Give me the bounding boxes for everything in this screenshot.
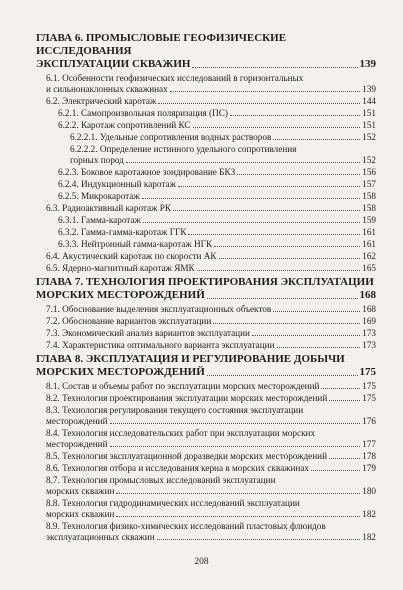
toc-page-number: 180 (362, 486, 376, 496)
toc-entry (46, 451, 376, 462)
dot-leader (311, 470, 360, 471)
toc-page-number: 157 (362, 179, 376, 189)
toc-page-number: 159 (362, 215, 376, 225)
toc-entry-title: 8.6. Технология отбора и исследования керна в морских скважинах (46, 463, 310, 473)
dot-leader (170, 91, 361, 92)
toc-entry-title: 6.3.3. Нейтронный гамма-каротаж НГК (58, 239, 213, 249)
toc-entry-title: 7.3. Экономический анализ вариантов эксплуатации (46, 328, 250, 338)
toc-entry (70, 144, 376, 166)
toc-page-number: 179 (362, 463, 376, 473)
toc-entry-title: 6.2.5. Микрокаротаж (58, 191, 140, 201)
toc-page-number: 175 (362, 393, 376, 403)
toc-entry-title: МОРСКИХ МЕСТОРОЖДЕНИЙ (36, 289, 205, 301)
toc-entry-title: 8.4. Технология исследовательских работ при эксплуатации морских (46, 428, 316, 438)
dot-leader (193, 127, 361, 128)
toc-page-number: 165 (362, 263, 376, 273)
toc-entry-title: 6.3.1. Гамма-каротаж (58, 215, 141, 225)
dot-leader (188, 234, 360, 235)
toc-page-number: 161 (362, 227, 376, 237)
toc-entry-title: 6.1. Особенности геофизических исследований в горизонтальных (46, 73, 304, 83)
toc-chapter (36, 276, 376, 302)
toc-entry (46, 340, 376, 351)
toc-entry-title: 8.8. Технология гидродинамических исследований эксплуатации (46, 498, 300, 508)
dot-leader (116, 516, 360, 517)
toc-entry-title: 8.7. Технология промысловых исследований эксплуатации (46, 475, 276, 485)
toc-entry-title: ЭКСПЛУАТАЦИИ СКВАЖИН (36, 58, 191, 70)
toc-page-number: 178 (362, 451, 376, 461)
toc-entry-title: 6.2.4. Индукционный каротаж (58, 179, 176, 189)
dot-leader (126, 162, 360, 163)
toc-entry (46, 304, 376, 315)
toc-entry-title: ГЛАВА 8. ЭКСПЛУАТАЦИЯ И РЕГУЛИРОВАНИЕ ДОБЫЧИ (36, 353, 345, 365)
toc-page-number: 144 (362, 96, 376, 106)
toc-page-number: 177 (362, 439, 376, 449)
toc-entry (46, 428, 376, 450)
toc-entry (58, 179, 376, 190)
toc-entry (46, 316, 376, 327)
toc-page-number: 176 (362, 416, 376, 426)
toc-entry-title: 7.2. Обоснование вариантов эксплуатации (46, 316, 212, 326)
toc-entry (46, 203, 376, 214)
dot-leader (143, 222, 360, 223)
toc-entry-title: эксплуатационных скважин (46, 532, 155, 542)
toc-page-number: 175 (362, 381, 376, 391)
dot-leader (207, 375, 358, 376)
dot-leader (252, 335, 360, 336)
toc-entry (58, 108, 376, 119)
toc-entry-title: морских скважин (46, 509, 115, 519)
toc-page-number: 173 (362, 328, 376, 338)
table-of-contents (36, 30, 376, 544)
toc-entry-title: 8.5. Технология эксплуатационной доразведки морских месторождений (46, 451, 328, 461)
toc-entry-title: и сильнонаклонных скважинах (46, 84, 168, 94)
toc-entry (46, 498, 376, 520)
toc-entry-title: 8.3. Технология регулирования текущего состояния эксплуатации (46, 405, 304, 415)
dot-leader (173, 210, 360, 211)
toc-entry-title: МОРСКИХ МЕСТОРОЖДЕНИЙ (36, 366, 205, 378)
dot-leader (110, 446, 361, 447)
toc-entry (46, 328, 376, 339)
dot-leader (213, 323, 360, 324)
toc-chapter (36, 32, 376, 71)
dot-leader (321, 388, 360, 389)
toc-entry (46, 381, 376, 392)
toc-entry-title: 6.2.2.2. Определение истинного удельного сопротивления (70, 144, 297, 154)
dot-leader (207, 298, 358, 299)
toc-entry (46, 463, 376, 474)
dot-leader (329, 400, 360, 401)
toc-entry (58, 120, 376, 131)
dot-leader (197, 270, 361, 271)
toc-entry-title: месторождений (46, 416, 108, 426)
toc-entry (46, 73, 376, 95)
dot-leader (273, 139, 360, 140)
toc-page-number: 139 (362, 84, 376, 94)
dot-leader (273, 311, 360, 312)
toc-entry (46, 263, 376, 274)
toc-entry (58, 167, 376, 178)
toc-page-number: 168 (362, 304, 376, 314)
toc-page-number: 158 (362, 203, 376, 213)
toc-entry-title: 8.2. Технология проектирования эксплуатации морских месторождений (46, 393, 328, 403)
dot-leader (110, 423, 361, 424)
toc-entry-title: горных пород (70, 155, 124, 165)
toc-entry-title: 6.2.3. Боковое каротажное зондирование БКЗ (58, 167, 236, 177)
toc-entry-title: ГЛАВА 6. ПРОМЫСЛОВЫЕ ГЕОФИЗИЧЕСКИЕ ИССЛЕДОВАНИЯ (36, 32, 287, 57)
toc-entry-title: 6.2.1. Самопроизвольная поляризация (ПС) (58, 108, 228, 118)
dot-leader (230, 115, 360, 116)
toc-entry-title: 6.2.2.1. Удельные сопротивления водных растворов (70, 132, 272, 142)
toc-page-number: 169 (362, 316, 376, 326)
toc-entry-title: морских скважин (46, 486, 115, 496)
toc-entry-title: 7.4. Характеристика оптимального варианта эксплуатации (46, 340, 275, 350)
toc-entry-title: 8.1. Состав и объемы работ по эксплуатации морских месторождений (46, 381, 320, 391)
toc-entry-title: ГЛАВА 7. ТЕХНОЛОГИЯ ПРОЕКТИРОВАНИЯ ЭКСПЛУАТАЦИИ (36, 276, 374, 288)
toc-entry (58, 227, 376, 238)
toc-page-number: 152 (362, 132, 376, 142)
toc-page-number: 173 (362, 340, 376, 350)
toc-entry (46, 393, 376, 404)
toc-entry-title: 6.3.2. Гамма-гамма-каротаж ГГК (58, 227, 187, 237)
toc-entry-title: 6.2. Электрический каротаж (46, 96, 157, 106)
toc-entry-title: 8.9. Технология физико-химических исследований пластовых флюидов (46, 521, 326, 531)
page-number: 208 (194, 557, 209, 567)
toc-entry-title: 6.2.2. Каротаж сопротивлений КС (58, 120, 191, 130)
dot-leader (192, 67, 357, 68)
toc-entry-title: месторождений (46, 439, 108, 449)
toc-page-number: 162 (362, 251, 376, 261)
toc-entry (46, 475, 376, 497)
dot-leader (142, 198, 360, 199)
dot-leader (214, 246, 360, 247)
toc-entry-title: 6.4. Акустический каротаж по скорости АК (46, 251, 217, 261)
dot-leader (219, 258, 361, 259)
dot-leader (116, 493, 360, 494)
toc-entry (46, 251, 376, 262)
dot-leader (277, 347, 361, 348)
toc-page-number: 158 (362, 191, 376, 201)
toc-page-number: 182 (362, 532, 376, 542)
toc-page-number: 182 (362, 509, 376, 519)
toc-entry-title: 6.5. Ядерно-магнитный каротаж ЯМК (46, 263, 195, 273)
toc-page-number: 151 (362, 108, 376, 118)
toc-entry-title: 7.1. Обоснование выделения эксплуатационных объектов (46, 304, 272, 314)
toc-entry (58, 191, 376, 202)
dot-leader (237, 174, 360, 175)
toc-page-number: 161 (362, 239, 376, 249)
toc-page-number: 168 (359, 289, 376, 301)
toc-page-number: 175 (359, 366, 376, 378)
toc-page-number: 152 (362, 155, 376, 165)
toc-entry (46, 521, 376, 543)
toc-entry (58, 215, 376, 226)
toc-entry (46, 405, 376, 427)
toc-chapter (36, 353, 376, 379)
dot-leader (329, 458, 360, 459)
toc-entry (58, 239, 376, 250)
toc-entry (46, 96, 376, 107)
toc-entry-title: 6.3. Радиоактивный каротаж РК (46, 203, 171, 213)
dot-leader (158, 103, 360, 104)
dot-leader (157, 539, 361, 540)
toc-page-number: 156 (362, 167, 376, 177)
toc-page-number: 139 (359, 58, 376, 70)
toc-page-number: 151 (362, 120, 376, 130)
dot-leader (178, 186, 360, 187)
toc-entry (70, 132, 376, 143)
